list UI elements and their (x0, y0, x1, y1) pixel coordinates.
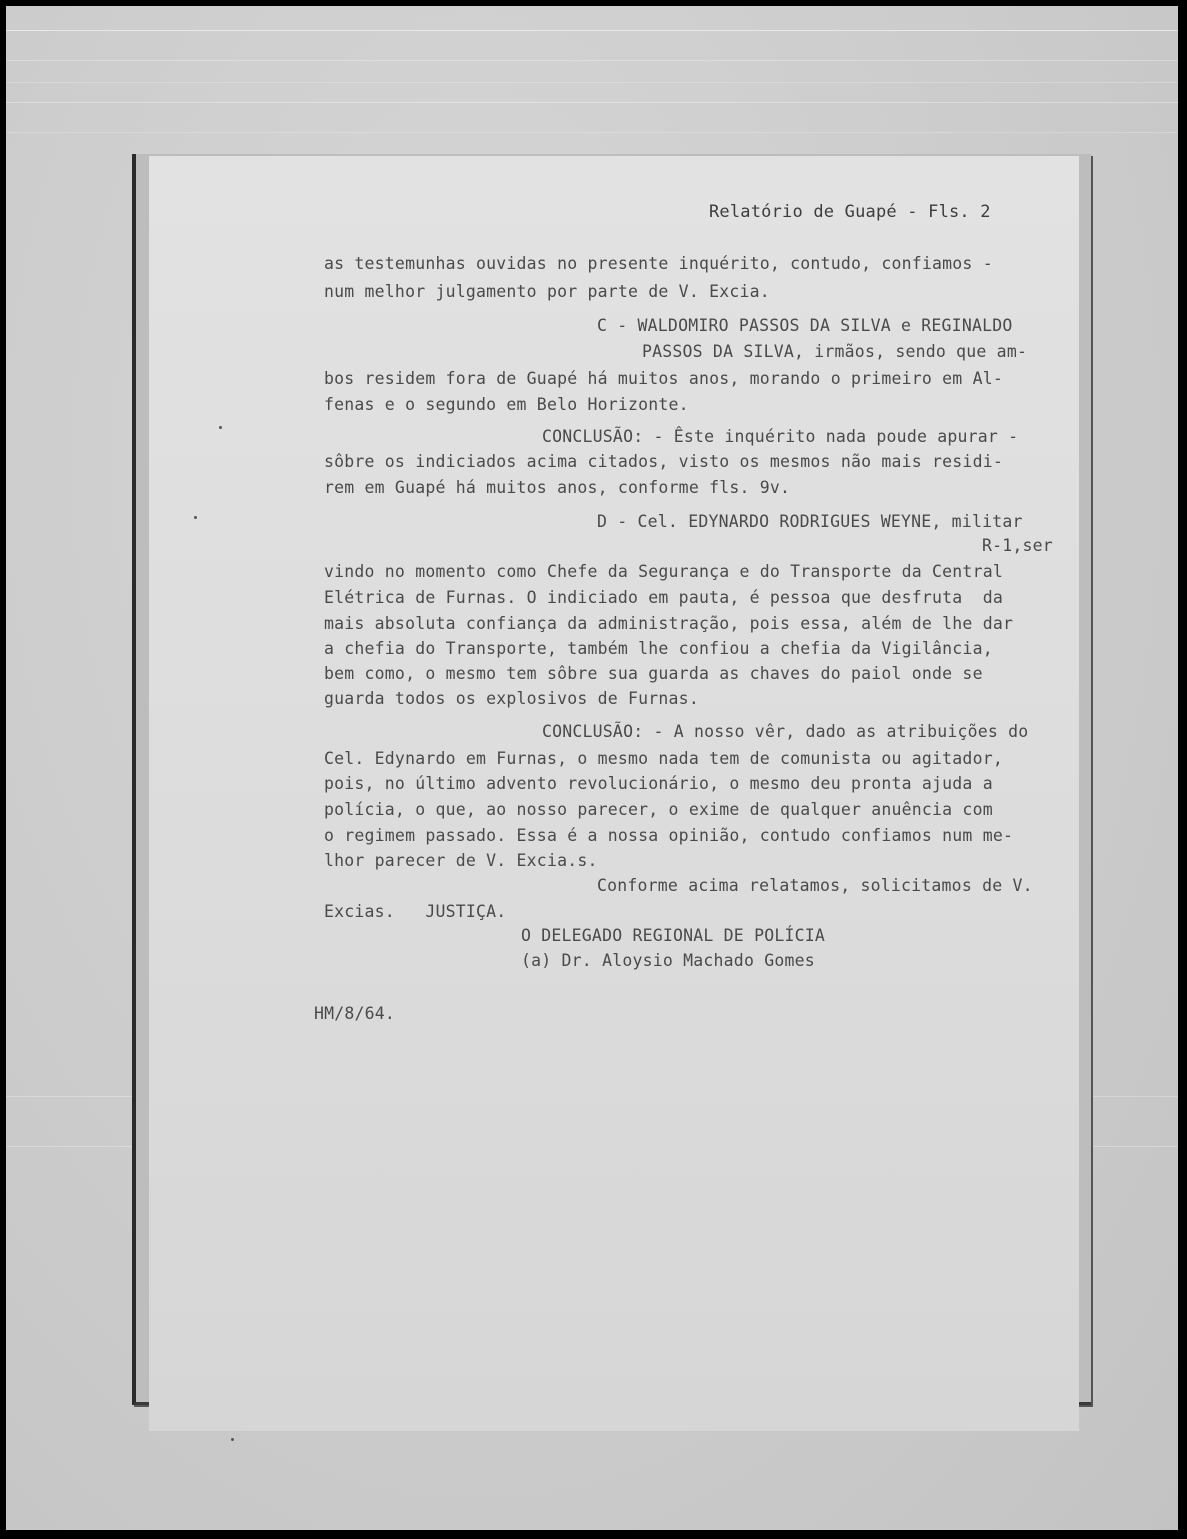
photo-frame (6, 6, 1178, 1530)
signature-name: (a) Dr. Aloysio Machado Gomes (521, 951, 815, 970)
text-line: mais absoluta confiança da administração, pois essa, além de lhe dar (324, 614, 1014, 633)
text-line: fenas e o segundo em Belo Horizonte. (324, 395, 689, 414)
text-line: R-1,ser (982, 536, 1053, 555)
text-line: bem como, o mesmo tem sôbre sua guarda as chaves do paiol onde se (324, 664, 983, 683)
signature-title: O DELEGADO REGIONAL DE POLÍCIA (521, 926, 826, 945)
text-line: lhor parecer de V. Excia.s. (324, 851, 598, 870)
document-text (149, 156, 1079, 1431)
text-line: o regimem passado. Essa é a nossa opinião, contudo confiamos num me- (324, 826, 1014, 845)
text-line: CONCLUSÃO: - A nosso vêr, dado as atribuições do (542, 722, 1029, 741)
text-line: polícia, o que, ao nosso parecer, o exime de qualquer anuência com (324, 800, 993, 819)
text-line: guarda todos os explosivos de Furnas. (324, 689, 699, 708)
page-header: Relatório de Guapé - Fls. 2 (709, 202, 991, 222)
text-line: rem em Guapé há muitos anos, conforme fls. 9v. (324, 478, 791, 497)
text-line: D - Cel. EDYNARDO RODRIGUES WEYNE, militar (597, 512, 1023, 531)
text-line: Excias. JUSTIÇA. (324, 902, 507, 921)
reference-code: HM/8/64. (314, 1004, 396, 1023)
text-line: as testemunhas ouvidas no presente inquérito, contudo, confiamos - (324, 254, 993, 273)
text-line: C - WALDOMIRO PASSOS DA SILVA e REGINALDO (597, 316, 1013, 335)
speck (231, 1438, 234, 1441)
text-line: CONCLUSÃO: - Êste inquérito nada poude apurar - (542, 427, 1019, 446)
text-line: Cel. Edynardo em Furnas, o mesmo nada tem de comunista ou agitador, (324, 749, 1003, 768)
text-line: vindo no momento como Chefe da Segurança e do Transporte da Central (324, 562, 1003, 581)
speck (219, 426, 222, 429)
text-line: num melhor julgamento por parte de V. Excia. (324, 282, 770, 301)
text-line: PASSOS DA SILVA, irmãos, sendo que am- (642, 342, 1028, 361)
text-line: pois, no último advento revolucionário, o mesmo deu pronta ajuda a (324, 774, 993, 793)
text-line: a chefia do Transporte, também lhe confiou a chefia da Vigilância, (324, 639, 993, 658)
text-line: Conforme acima relatamos, solicitamos de V. (597, 876, 1033, 895)
text-line: bos residem fora de Guapé há muitos anos, morando o primeiro em Al- (324, 369, 1003, 388)
document-page (149, 156, 1079, 1431)
text-line: Elétrica de Furnas. O indiciado em pauta, é pessoa que desfruta da (324, 588, 1003, 607)
speck (194, 516, 197, 519)
text-line: sôbre os indiciados acima citados, visto os mesmos não mais residi- (324, 452, 1003, 471)
